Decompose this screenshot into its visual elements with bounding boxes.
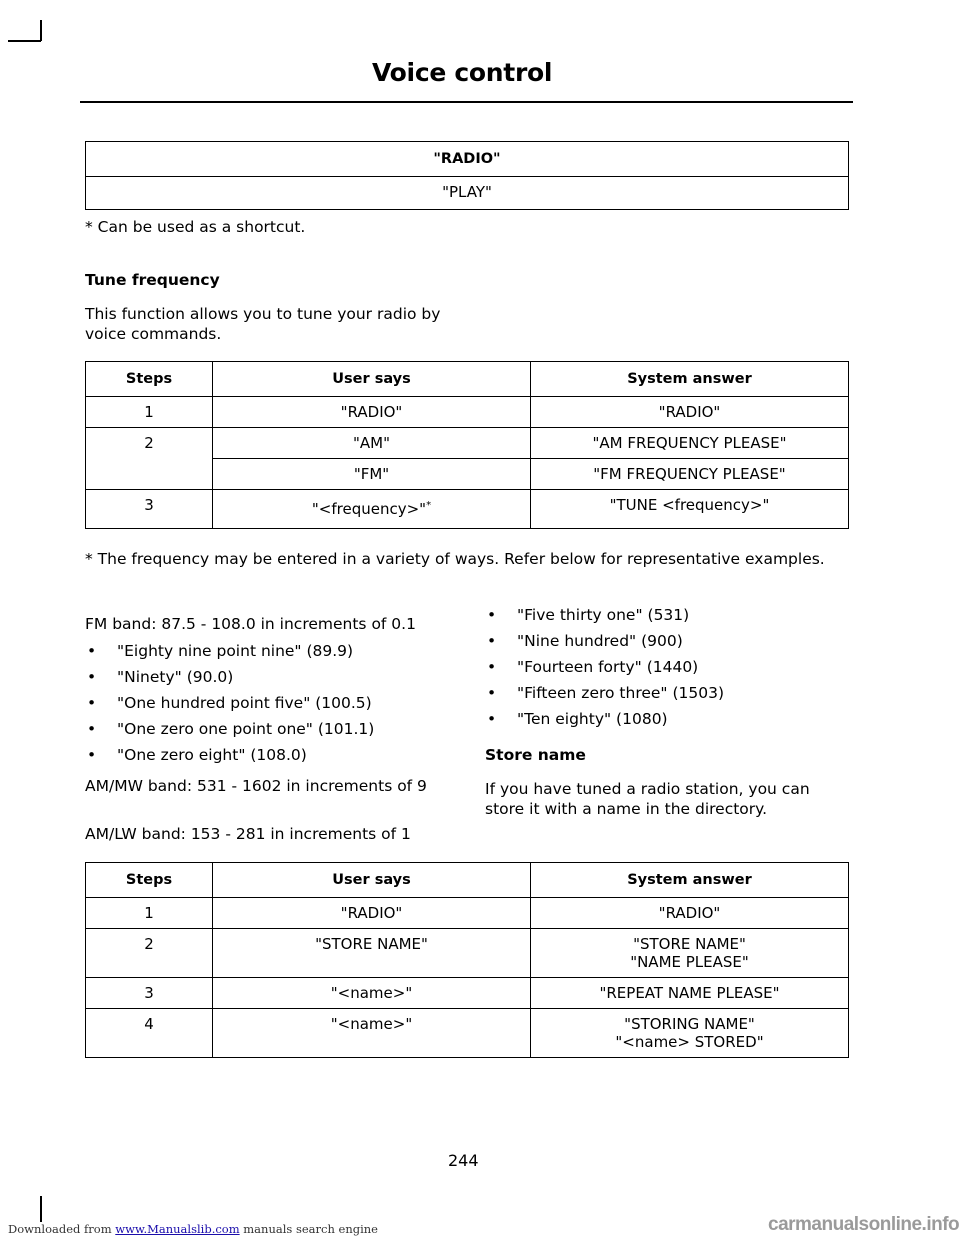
list-item: • "One hundred point five" (100.5) bbox=[85, 693, 374, 719]
list-item: • "One zero one point one" (101.1) bbox=[85, 719, 374, 745]
list-item: • "Nine hundred" (900) bbox=[485, 631, 724, 657]
column-header-steps: Steps bbox=[86, 863, 213, 898]
header-divider bbox=[80, 101, 853, 103]
page-number: 244 bbox=[448, 1151, 479, 1170]
table-cell: "PLAY" bbox=[86, 177, 849, 210]
section-description: This function allows you to tune your radio by voice commands. bbox=[85, 305, 441, 343]
store-name-table bbox=[85, 862, 849, 1058]
user-says-cell: "RADIO" bbox=[213, 397, 531, 428]
frequency-placeholder: "<frequency>" bbox=[311, 500, 427, 518]
column-header-steps: Steps bbox=[86, 362, 213, 397]
answer-line: "STORE NAME" bbox=[633, 935, 746, 953]
watermark: carmanualsonline.info bbox=[768, 1214, 960, 1235]
step-cell: 3 bbox=[86, 490, 213, 529]
section-description: If you have tuned a radio station, you can store it with a name in the directory. bbox=[485, 780, 810, 818]
step-cell: 1 bbox=[86, 898, 213, 929]
tune-frequency-table bbox=[85, 361, 849, 529]
am-example-list bbox=[485, 605, 724, 735]
page-title: Voice control bbox=[372, 58, 553, 87]
answer-line: "STORING NAME" bbox=[624, 1015, 755, 1033]
user-says-cell: "FM" bbox=[213, 459, 531, 490]
list-item: • "Ten eighty" (1080) bbox=[485, 709, 724, 735]
system-answer-cell: "TUNE <frequency>" bbox=[531, 490, 849, 529]
am-mw-band-label: AM/MW band: 531 - 1602 in increments of 9 bbox=[85, 777, 427, 795]
table-header-cell: "RADIO" bbox=[86, 142, 849, 177]
radio-command-table bbox=[85, 141, 849, 210]
user-says-cell: "RADIO" bbox=[213, 898, 531, 929]
list-item: • "Fourteen forty" (1440) bbox=[485, 657, 724, 683]
column-header-system-answer: System answer bbox=[531, 863, 849, 898]
download-footer bbox=[8, 1222, 378, 1236]
step-cell: 2 bbox=[86, 428, 213, 490]
list-item: • "One zero eight" (108.0) bbox=[85, 745, 374, 771]
column-header-user-says: User says bbox=[213, 863, 531, 898]
fm-band-label: FM band: 87.5 - 108.0 in increments of 0.1 bbox=[85, 615, 416, 633]
system-answer-cell: "RADIO" bbox=[531, 397, 849, 428]
shortcut-note: * Can be used as a shortcut. bbox=[85, 218, 306, 236]
answer-line: "NAME PLEASE" bbox=[630, 953, 749, 971]
user-says-cell: "AM" bbox=[213, 428, 531, 459]
section-heading: Tune frequency bbox=[85, 271, 220, 289]
system-answer-cell: "AM FREQUENCY PLEASE" bbox=[531, 428, 849, 459]
user-says-cell: "STORE NAME" bbox=[213, 929, 531, 978]
system-answer-cell bbox=[531, 1009, 849, 1058]
answer-line: "<name> STORED" bbox=[615, 1033, 764, 1051]
user-says-cell: "<name>" bbox=[213, 1009, 531, 1058]
crop-mark bbox=[8, 40, 41, 42]
section-heading: Store name bbox=[485, 746, 586, 764]
crop-mark bbox=[40, 20, 42, 41]
system-answer-cell: "FM FREQUENCY PLEASE" bbox=[531, 459, 849, 490]
list-item: • "Eighty nine point nine" (89.9) bbox=[85, 641, 374, 667]
crop-mark bbox=[40, 1196, 42, 1222]
step-cell: 2 bbox=[86, 929, 213, 978]
manualslib-link[interactable]: www.Manualslib.com bbox=[115, 1222, 240, 1236]
column-header-system-answer: System answer bbox=[531, 362, 849, 397]
system-answer-cell bbox=[531, 929, 849, 978]
user-says-cell bbox=[213, 490, 531, 529]
footer-suffix: manuals search engine bbox=[239, 1222, 378, 1236]
frequency-note: * The frequency may be entered in a variety of ways. Refer below for representative examples. bbox=[85, 550, 825, 568]
footnote-marker: * bbox=[426, 500, 432, 511]
footer-prefix: Downloaded from bbox=[8, 1222, 116, 1236]
column-header-user-says: User says bbox=[213, 362, 531, 397]
am-lw-band-label: AM/LW band: 153 - 281 in increments of 1 bbox=[85, 825, 411, 843]
user-says-cell: "<name>" bbox=[213, 978, 531, 1009]
step-cell: 1 bbox=[86, 397, 213, 428]
list-item: • "Ninety" (90.0) bbox=[85, 667, 374, 693]
step-cell: 4 bbox=[86, 1009, 213, 1058]
system-answer-cell: "RADIO" bbox=[531, 898, 849, 929]
fm-example-list bbox=[85, 641, 374, 771]
system-answer-cell: "REPEAT NAME PLEASE" bbox=[531, 978, 849, 1009]
list-item: • "Fifteen zero three" (1503) bbox=[485, 683, 724, 709]
list-item: • "Five thirty one" (531) bbox=[485, 605, 724, 631]
step-cell: 3 bbox=[86, 978, 213, 1009]
